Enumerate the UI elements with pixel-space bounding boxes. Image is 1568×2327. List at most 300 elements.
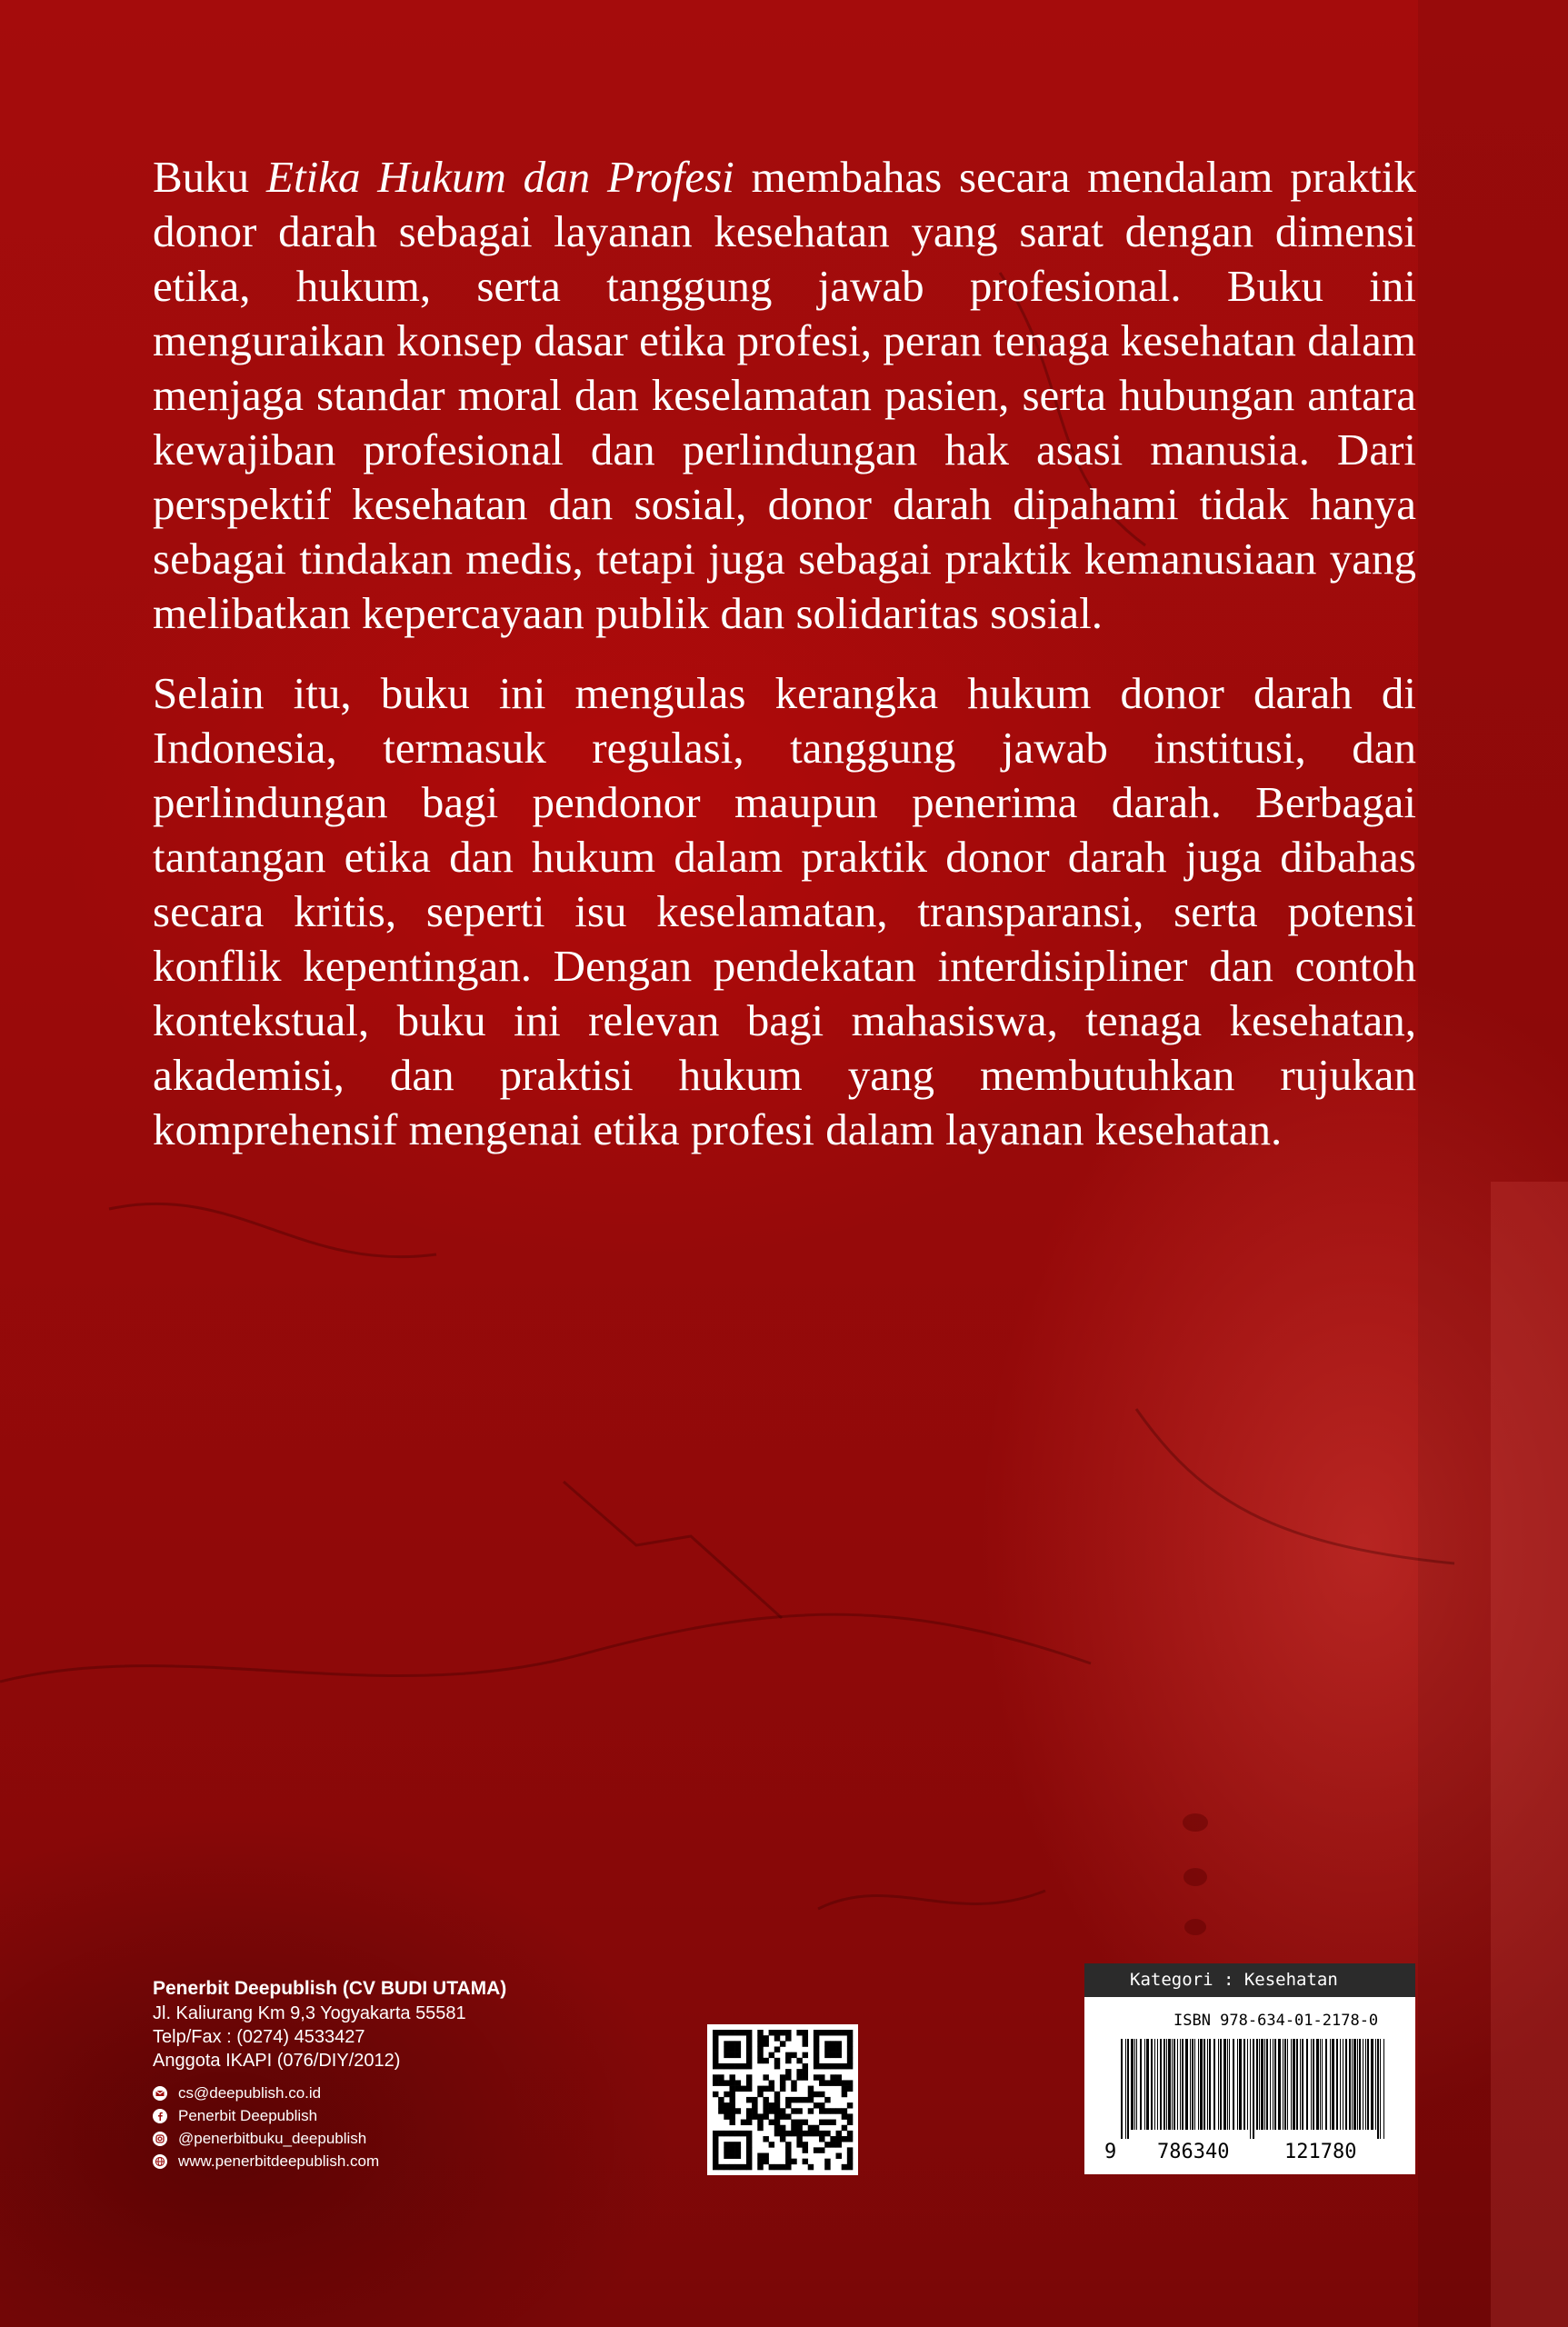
qr-module bbox=[724, 2046, 729, 2052]
qr-module bbox=[824, 2108, 830, 2113]
qr-module bbox=[757, 2092, 763, 2097]
barcode-bar bbox=[1311, 2039, 1312, 2130]
qr-module bbox=[763, 2058, 768, 2063]
qr-module bbox=[819, 2030, 824, 2035]
qr-module bbox=[746, 2086, 752, 2092]
qr-module bbox=[785, 2102, 791, 2108]
publisher-phone: Telp/Fax : (0274) 4533427 bbox=[153, 2027, 365, 2047]
qr-module bbox=[808, 2108, 814, 2113]
qr-module bbox=[824, 2097, 830, 2102]
qr-module bbox=[847, 2131, 853, 2136]
qr-module bbox=[774, 2035, 780, 2041]
qr-module bbox=[746, 2136, 752, 2142]
qr-module bbox=[746, 2046, 752, 2052]
qr-module bbox=[830, 2136, 835, 2142]
qr-module bbox=[763, 2074, 768, 2080]
qr-module bbox=[763, 2153, 768, 2159]
qr-module bbox=[830, 2080, 835, 2085]
qr-module bbox=[824, 2030, 830, 2035]
qr-module bbox=[814, 2131, 819, 2136]
barcode-bar bbox=[1207, 2039, 1208, 2130]
qr-module bbox=[819, 2136, 824, 2142]
qr-module bbox=[746, 2030, 752, 2035]
qr-module bbox=[824, 2159, 830, 2164]
qr-module bbox=[808, 2092, 814, 2097]
facebook-icon bbox=[153, 2109, 167, 2123]
qr-module bbox=[830, 2074, 835, 2080]
qr-module bbox=[769, 2086, 774, 2092]
qr-module bbox=[785, 2035, 791, 2041]
barcode-bar bbox=[1284, 2039, 1286, 2130]
qr-module bbox=[824, 2120, 830, 2125]
qr-module bbox=[847, 2164, 853, 2170]
qr-module bbox=[741, 2030, 746, 2035]
qr-module bbox=[842, 2092, 847, 2097]
qr-module bbox=[830, 2063, 835, 2069]
qr-module bbox=[824, 2131, 830, 2136]
qr-module bbox=[763, 2113, 768, 2119]
qr-module bbox=[842, 2030, 847, 2035]
qr-module bbox=[847, 2159, 853, 2164]
qr-module bbox=[819, 2120, 824, 2125]
qr-module bbox=[780, 2113, 785, 2119]
qr-module bbox=[774, 2125, 780, 2131]
barcode-bar bbox=[1377, 2039, 1379, 2139]
qr-module bbox=[769, 2052, 774, 2058]
barcode-bar bbox=[1306, 2039, 1308, 2130]
qr-module bbox=[735, 2041, 741, 2046]
qr-module bbox=[830, 2120, 835, 2125]
qr-module bbox=[819, 2108, 824, 2113]
qr-module bbox=[729, 2153, 734, 2159]
barcode-bar bbox=[1151, 2039, 1153, 2130]
publisher-membership: Anggota IKAPI (076/DIY/2012) bbox=[153, 2051, 401, 2071]
qr-module bbox=[780, 2136, 785, 2142]
barcode-bar bbox=[1243, 2039, 1245, 2130]
qr-module bbox=[774, 2164, 780, 2170]
barcode-bar bbox=[1192, 2039, 1193, 2130]
barcode-bar bbox=[1345, 2039, 1347, 2130]
qr-module bbox=[757, 2041, 763, 2046]
qr-module bbox=[724, 2030, 729, 2035]
qr-module bbox=[757, 2052, 763, 2058]
publisher-info bbox=[153, 1976, 662, 2172]
qr-module bbox=[752, 2113, 757, 2119]
qr-module bbox=[729, 2041, 734, 2046]
qr-module bbox=[785, 2147, 791, 2152]
qr-module bbox=[780, 2131, 785, 2136]
barcode-digits-left: 786340 bbox=[1157, 2141, 1230, 2163]
qr-module bbox=[803, 2063, 808, 2069]
qr-module bbox=[746, 2080, 752, 2085]
qr-module bbox=[729, 2102, 734, 2108]
qr-module bbox=[752, 2108, 757, 2113]
qr-module bbox=[724, 2164, 729, 2170]
barcode-bar bbox=[1233, 2039, 1234, 2130]
qr-module bbox=[842, 2086, 847, 2092]
qr-module bbox=[763, 2136, 768, 2142]
qr-module bbox=[769, 2102, 774, 2108]
qr-module bbox=[785, 2058, 791, 2063]
qr-module bbox=[713, 2092, 718, 2097]
qr-module bbox=[774, 2030, 780, 2035]
qr-module bbox=[847, 2035, 853, 2041]
qr-module bbox=[746, 2052, 752, 2058]
qr-module bbox=[735, 2131, 741, 2136]
qr-module bbox=[774, 2097, 780, 2102]
qr-module bbox=[713, 2136, 718, 2142]
qr-module bbox=[847, 2041, 853, 2046]
qr-module bbox=[713, 2159, 718, 2164]
barcode-bar bbox=[1136, 2039, 1137, 2130]
barcode-bar bbox=[1131, 2039, 1134, 2130]
qr-module bbox=[803, 2147, 808, 2152]
qr-module bbox=[718, 2108, 724, 2113]
qr-module bbox=[814, 2052, 819, 2058]
barcode-bar bbox=[1177, 2039, 1178, 2130]
barcode-bar bbox=[1203, 2039, 1205, 2130]
barcode-bar bbox=[1237, 2039, 1238, 2130]
qr-module bbox=[729, 2092, 734, 2097]
qr-module bbox=[780, 2080, 785, 2085]
qr-module bbox=[718, 2074, 724, 2080]
qr-module bbox=[769, 2164, 774, 2170]
qr-module bbox=[724, 2052, 729, 2058]
qr-module bbox=[718, 2063, 724, 2069]
barcode-bar bbox=[1320, 2039, 1321, 2130]
barcode-bar bbox=[1365, 2039, 1366, 2130]
qr-module bbox=[746, 2074, 752, 2080]
qr-module bbox=[746, 2164, 752, 2170]
qr-module bbox=[791, 2125, 796, 2131]
barcode-bar bbox=[1353, 2039, 1356, 2130]
qr-module bbox=[796, 2125, 802, 2131]
qr-module bbox=[824, 2080, 830, 2085]
qr-module bbox=[774, 2120, 780, 2125]
qr-module bbox=[830, 2046, 835, 2052]
barcode-bar bbox=[1168, 2039, 1171, 2130]
qr-code[interactable] bbox=[707, 2024, 858, 2175]
barcode-bar bbox=[1278, 2039, 1281, 2130]
qr-module bbox=[729, 2046, 734, 2052]
qr-module bbox=[769, 2030, 774, 2035]
qr-module bbox=[791, 2108, 796, 2113]
qr-module bbox=[842, 2108, 847, 2113]
qr-module bbox=[830, 2030, 835, 2035]
qr-module bbox=[774, 2113, 780, 2119]
qr-module bbox=[785, 2052, 791, 2058]
qr-module bbox=[729, 2113, 734, 2119]
email-icon bbox=[153, 2086, 167, 2101]
qr-module bbox=[729, 2052, 734, 2058]
qr-module bbox=[746, 2058, 752, 2063]
qr-module bbox=[830, 2142, 835, 2147]
qr-module bbox=[724, 2142, 729, 2147]
isbn-number: ISBN 978-634-01-2178-0 bbox=[1174, 2012, 1379, 2030]
qr-module bbox=[741, 2063, 746, 2069]
qr-module bbox=[713, 2142, 718, 2147]
qr-module bbox=[791, 2159, 796, 2164]
qr-module bbox=[769, 2080, 774, 2085]
qr-module bbox=[791, 2097, 796, 2102]
qr-module bbox=[729, 2120, 734, 2125]
qr-module bbox=[847, 2136, 853, 2142]
qr-module bbox=[791, 2131, 796, 2136]
qr-module bbox=[836, 2030, 842, 2035]
qr-module bbox=[780, 2164, 785, 2170]
qr-module bbox=[713, 2074, 718, 2080]
qr-module bbox=[780, 2086, 785, 2092]
book-description bbox=[153, 150, 1416, 1183]
barcode-bar bbox=[1352, 2039, 1353, 2130]
qr-module bbox=[729, 2030, 734, 2035]
qr-module bbox=[735, 2046, 741, 2052]
barcode-bar bbox=[1302, 2039, 1303, 2130]
qr-module bbox=[780, 2030, 785, 2035]
qr-module bbox=[842, 2164, 847, 2170]
qr-module bbox=[724, 2108, 729, 2113]
qr-module bbox=[769, 2108, 774, 2113]
qr-module bbox=[746, 2097, 752, 2102]
qr-module bbox=[724, 2080, 729, 2085]
qr-module bbox=[746, 2142, 752, 2147]
qr-module bbox=[713, 2030, 718, 2035]
barcode-bar bbox=[1194, 2039, 1195, 2130]
qr-module bbox=[729, 2097, 734, 2102]
qr-module bbox=[836, 2063, 842, 2069]
barcode-bar bbox=[1357, 2039, 1358, 2130]
qr-module bbox=[847, 2120, 853, 2125]
barcode-bar bbox=[1160, 2039, 1162, 2130]
contact-facebook[interactable]: Penerbit Deepublish bbox=[153, 2104, 662, 2127]
qr-module bbox=[785, 2153, 791, 2159]
qr-module bbox=[803, 2052, 808, 2058]
qr-module bbox=[746, 2108, 752, 2113]
contact-email[interactable]: cs@deepublish.co.id bbox=[153, 2082, 662, 2104]
qr-module bbox=[735, 2063, 741, 2069]
qr-module bbox=[741, 2131, 746, 2136]
barcode-bar bbox=[1209, 2039, 1211, 2130]
qr-module bbox=[713, 2164, 718, 2170]
qr-module bbox=[847, 2058, 853, 2063]
barcode-bar bbox=[1218, 2039, 1219, 2130]
qr-module bbox=[729, 2131, 734, 2136]
barcode-bar bbox=[1229, 2039, 1230, 2130]
qr-module bbox=[836, 2046, 842, 2052]
qr-module bbox=[814, 2035, 819, 2041]
barcode-bar bbox=[1172, 2039, 1173, 2130]
qr-module bbox=[847, 2052, 853, 2058]
qr-module bbox=[746, 2035, 752, 2041]
barcode-bar bbox=[1227, 2039, 1228, 2130]
qr-module bbox=[803, 2159, 808, 2164]
qr-module bbox=[735, 2052, 741, 2058]
qr-module bbox=[847, 2086, 853, 2092]
contact-website[interactable]: www.penerbitdeepublish.com bbox=[153, 2150, 662, 2172]
qr-module bbox=[724, 2041, 729, 2046]
qr-module bbox=[780, 2041, 785, 2046]
qr-module bbox=[819, 2092, 824, 2097]
barcode-bar bbox=[1259, 2039, 1260, 2130]
qr-module bbox=[785, 2097, 791, 2102]
qr-module bbox=[836, 2080, 842, 2085]
barcode-bar bbox=[1300, 2039, 1301, 2130]
qr-module bbox=[814, 2041, 819, 2046]
qr-module bbox=[785, 2131, 791, 2136]
barcode-bar bbox=[1293, 2039, 1295, 2130]
barcode-bar bbox=[1383, 2039, 1384, 2139]
qr-module bbox=[808, 2164, 814, 2170]
qr-module bbox=[842, 2063, 847, 2069]
qr-module bbox=[757, 2164, 763, 2170]
qr-module bbox=[735, 2086, 741, 2092]
qr-module bbox=[803, 2030, 808, 2035]
barcode-bar bbox=[1256, 2039, 1258, 2130]
qr-module bbox=[785, 2069, 791, 2074]
qr-module bbox=[814, 2102, 819, 2108]
qr-module bbox=[757, 2030, 763, 2035]
qr-module bbox=[842, 2125, 847, 2131]
qr-module bbox=[847, 2046, 853, 2052]
qr-module bbox=[780, 2108, 785, 2113]
barcode-bar bbox=[1157, 2039, 1158, 2130]
qr-module bbox=[791, 2080, 796, 2085]
barcode-bar bbox=[1154, 2039, 1155, 2130]
qr-module bbox=[724, 2063, 729, 2069]
barcode-bars bbox=[1084, 2039, 1415, 2139]
isbn-barcode-label bbox=[1084, 1963, 1415, 2174]
qr-module bbox=[814, 2030, 819, 2035]
qr-module bbox=[763, 2041, 768, 2046]
qr-module bbox=[729, 2164, 734, 2170]
qr-module bbox=[819, 2074, 824, 2080]
qr-module bbox=[814, 2147, 819, 2152]
qr-module bbox=[757, 2159, 763, 2164]
qr-module bbox=[713, 2080, 718, 2085]
qr-module bbox=[713, 2041, 718, 2046]
qr-module bbox=[808, 2125, 814, 2131]
qr-module bbox=[830, 2052, 835, 2058]
qr-module bbox=[729, 2142, 734, 2147]
qr-module bbox=[803, 2069, 808, 2074]
barcode-bar bbox=[1380, 2039, 1381, 2139]
publisher-name: Penerbit Deepublish (CV BUDI UTAMA) bbox=[153, 1978, 507, 1999]
qr-module bbox=[824, 2164, 830, 2170]
qr-module bbox=[763, 2035, 768, 2041]
barcode-digits bbox=[1084, 2141, 1415, 2170]
qr-module bbox=[824, 2041, 830, 2046]
qr-module bbox=[836, 2052, 842, 2058]
barcode-bar bbox=[1180, 2039, 1181, 2130]
qr-module bbox=[796, 2142, 802, 2147]
qr-module bbox=[785, 2164, 791, 2170]
qr-module bbox=[803, 2142, 808, 2147]
qr-module bbox=[735, 2030, 741, 2035]
qr-module bbox=[724, 2113, 729, 2119]
barcode-bar bbox=[1330, 2039, 1331, 2130]
qr-module bbox=[796, 2108, 802, 2113]
qr-module bbox=[735, 2153, 741, 2159]
qr-module bbox=[746, 2153, 752, 2159]
barcode-bar bbox=[1125, 2039, 1126, 2139]
barcode-bar bbox=[1340, 2039, 1341, 2130]
barcode-bar bbox=[1261, 2039, 1263, 2130]
qr-module bbox=[785, 2030, 791, 2035]
qr-module bbox=[847, 2102, 853, 2108]
qr-module bbox=[847, 2080, 853, 2085]
qr-module bbox=[796, 2097, 802, 2102]
barcode-bar bbox=[1371, 2039, 1373, 2130]
qr-module bbox=[836, 2131, 842, 2136]
qr-module bbox=[814, 2125, 819, 2131]
qr-module bbox=[774, 2046, 780, 2052]
qr-module bbox=[769, 2142, 774, 2147]
qr-module bbox=[763, 2086, 768, 2092]
qr-module bbox=[746, 2063, 752, 2069]
qr-module bbox=[814, 2063, 819, 2069]
barcode-bar bbox=[1291, 2039, 1292, 2130]
qr-module bbox=[819, 2102, 824, 2108]
description-paragraph-1: Buku Etika Hukum dan Profesi membahas secara mendalam praktik donor darah sebagai layanan kesehatan yang sarat dengan dimensi etika, hukum, serta tanggung jawab profesional. Buku ini menguraikan konsep dasar etika profesi, peran tenaga kesehatan dalam menjaga standar moral dan keselamatan pasien, serta hubungan antara kewajiban profesional dan perlindungan hak asasi manusia. Dari perspektif kesehatan dan sosial, donor darah dipahami tidak hanya sebagai tindakan medis, tetapi juga sebagai praktik kemanusiaan yang melibatkan kepercayaan publik dan solidaritas sosial. bbox=[153, 152, 1417, 638]
barcode-bar bbox=[1296, 2039, 1298, 2130]
barcode-digit-first: 9 bbox=[1104, 2141, 1117, 2163]
barcode-bar bbox=[1322, 2039, 1323, 2130]
barcode-bar bbox=[1200, 2039, 1203, 2130]
qr-module bbox=[814, 2092, 819, 2097]
barcode-bar bbox=[1198, 2039, 1199, 2130]
qr-module bbox=[774, 2092, 780, 2097]
qr-module bbox=[785, 2074, 791, 2080]
qr-module bbox=[847, 2147, 853, 2152]
qr-module bbox=[718, 2030, 724, 2035]
qr-module bbox=[842, 2113, 847, 2119]
qr-module bbox=[803, 2035, 808, 2041]
barcode-bar bbox=[1134, 2039, 1135, 2130]
qr-module bbox=[713, 2063, 718, 2069]
qr-module bbox=[785, 2113, 791, 2119]
qr-module bbox=[847, 2113, 853, 2119]
barcode-bar bbox=[1220, 2039, 1222, 2130]
qr-module bbox=[763, 2159, 768, 2164]
barcode-bar bbox=[1239, 2039, 1242, 2130]
qr-module bbox=[763, 2108, 768, 2113]
barcode-bar bbox=[1146, 2039, 1149, 2130]
qr-module bbox=[735, 2108, 741, 2113]
barcode-bar bbox=[1332, 2039, 1334, 2130]
qr-module bbox=[741, 2164, 746, 2170]
qr-module bbox=[808, 2131, 814, 2136]
qr-module bbox=[729, 2086, 734, 2092]
qr-module bbox=[763, 2102, 768, 2108]
qr-module bbox=[830, 2108, 835, 2113]
qr-module bbox=[718, 2164, 724, 2170]
qr-module bbox=[842, 2136, 847, 2142]
barcode-bar bbox=[1250, 2039, 1251, 2139]
contact-instagram[interactable]: @penerbitbuku_deepublish bbox=[153, 2127, 662, 2150]
qr-module bbox=[713, 2058, 718, 2063]
qr-module bbox=[824, 2063, 830, 2069]
barcode-bar bbox=[1313, 2039, 1314, 2130]
qr-module bbox=[713, 2153, 718, 2159]
qr-module bbox=[836, 2153, 842, 2159]
barcode-bar bbox=[1375, 2039, 1376, 2130]
barcode-bar bbox=[1121, 2039, 1123, 2139]
book-title: Etika Hukum dan Profesi bbox=[266, 152, 734, 202]
qr-module bbox=[724, 2131, 729, 2136]
qr-module bbox=[814, 2074, 819, 2080]
qr-module bbox=[785, 2159, 791, 2164]
barcode-bar bbox=[1287, 2039, 1288, 2130]
